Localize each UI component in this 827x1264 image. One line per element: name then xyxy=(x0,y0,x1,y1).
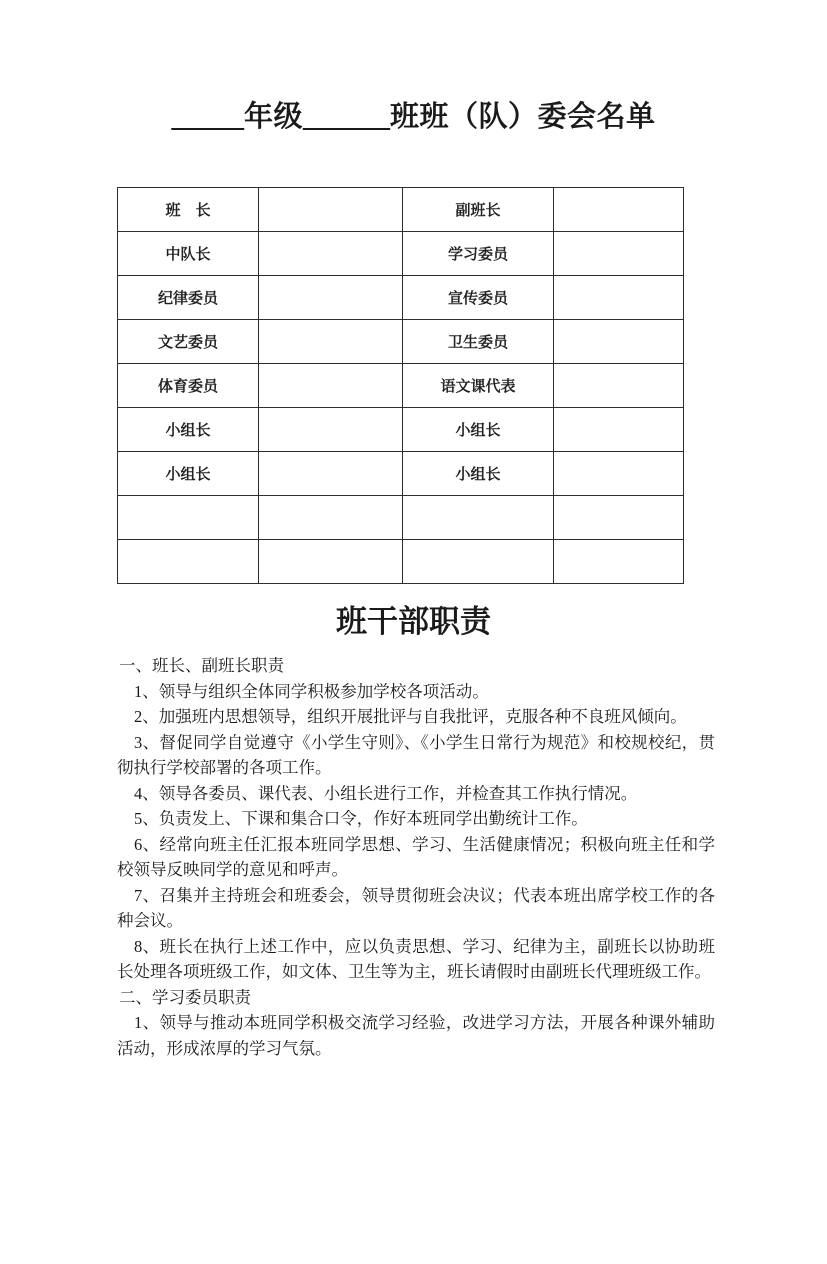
duty-item: 8、班长在执行上述工作中，应以负责思想、学习、纪律为主，副班长以协助班长处理各项班级工作，如文体、卫生等为主，班长请假时由副班长代理班级工作。 xyxy=(117,936,715,981)
name-blank-cell[interactable] xyxy=(259,320,403,364)
role-label-cell xyxy=(118,496,259,540)
name-blank-cell[interactable] xyxy=(554,364,684,408)
duty-section-heading: 一、班长、副班长职责 xyxy=(119,656,284,675)
duty-item: 6、经常向班主任汇报本班同学思想、学习、生活健康情况；积极向班主任和学校领导反映同学的意见和呼声。 xyxy=(117,834,715,879)
duties-text xyxy=(117,653,715,1061)
role-label-cell: 语文课代表 xyxy=(403,364,554,408)
role-label-cell: 文艺委员 xyxy=(118,320,259,364)
role-label-cell: 小组长 xyxy=(118,408,259,452)
committee-roster-table xyxy=(117,187,684,584)
role-label-cell xyxy=(403,496,554,540)
role-label-cell: 小组长 xyxy=(403,408,554,452)
table-row xyxy=(118,320,684,364)
role-label-cell xyxy=(403,540,554,584)
role-label-cell: 体育委员 xyxy=(118,364,259,408)
fill-in-blank[interactable]: ______ xyxy=(303,101,390,133)
title-text: 班班（队）委会名单 xyxy=(390,101,656,133)
name-blank-cell[interactable] xyxy=(259,276,403,320)
table-row xyxy=(118,496,684,540)
table-row xyxy=(118,452,684,496)
duty-section-heading: 二、学习委员职责 xyxy=(119,987,251,1007)
table-row xyxy=(118,276,684,320)
name-blank-cell[interactable] xyxy=(259,540,403,584)
role-label-cell xyxy=(118,540,259,584)
role-label-cell: 卫生委员 xyxy=(403,320,554,364)
name-blank-cell[interactable] xyxy=(554,188,684,232)
table-row xyxy=(118,232,684,276)
name-blank-cell[interactable] xyxy=(259,364,403,408)
roster-table-body xyxy=(118,188,684,584)
role-label-cell: 副班长 xyxy=(403,188,554,232)
name-blank-cell[interactable] xyxy=(259,232,403,276)
name-blank-cell[interactable] xyxy=(554,540,684,584)
duty-item: 4、领导各委员、课代表、小组长进行工作，并检查其工作执行情况。 xyxy=(134,783,638,803)
title-text: 年级 xyxy=(243,101,303,133)
duties-heading: 班干部职责 xyxy=(336,604,491,639)
role-label-cell: 小组长 xyxy=(118,452,259,496)
name-blank-cell[interactable] xyxy=(554,320,684,364)
role-label-cell: 宣传委员 xyxy=(403,276,554,320)
name-blank-cell[interactable] xyxy=(554,452,684,496)
table-row xyxy=(118,408,684,452)
fill-in-blank[interactable]: _____ xyxy=(171,101,244,133)
role-label-cell: 学习委员 xyxy=(403,232,554,276)
duty-item: 3、督促同学自觉遵守《小学生守则》、《小学生日常行为规范》和校规校纪，贯彻执行学校部署的各项工作。 xyxy=(117,732,715,777)
name-blank-cell[interactable] xyxy=(554,276,684,320)
name-blank-cell[interactable] xyxy=(554,496,684,540)
duty-item: 5、负责发上、下课和集合口令，作好本班同学出勤统计工作。 xyxy=(134,809,588,828)
name-blank-cell[interactable] xyxy=(554,232,684,276)
role-label-cell: 纪律委员 xyxy=(118,276,259,320)
name-blank-cell[interactable] xyxy=(259,496,403,540)
role-label-cell: 班 长 xyxy=(118,188,259,232)
role-label-cell: 小组长 xyxy=(403,452,554,496)
role-label-cell: 中队长 xyxy=(118,232,259,276)
duty-item: 1、领导与组织全体同学积极参加学校各项活动。 xyxy=(134,681,489,701)
table-row xyxy=(118,540,684,584)
name-blank-cell[interactable] xyxy=(554,408,684,452)
name-blank-cell[interactable] xyxy=(259,188,403,232)
document-page xyxy=(0,95,827,1264)
duty-item: 2、加强班内思想领导，组织开展批评与自我批评，克服各种不良班风倾向。 xyxy=(134,707,687,726)
table-row xyxy=(118,188,684,232)
page-title xyxy=(0,95,827,139)
table-row xyxy=(118,364,684,408)
duty-item: 1、领导与推动本班同学积极交流学习经验，改进学习方法，开展各种课外辅助活动，形成浓厚的学习气氛。 xyxy=(117,1013,715,1058)
name-blank-cell[interactable] xyxy=(259,452,403,496)
name-blank-cell[interactable] xyxy=(259,408,403,452)
duty-item: 7、召集并主持班会和班委会，领导贯彻班会决议；代表本班出席学校工作的各种会议。 xyxy=(117,885,715,930)
